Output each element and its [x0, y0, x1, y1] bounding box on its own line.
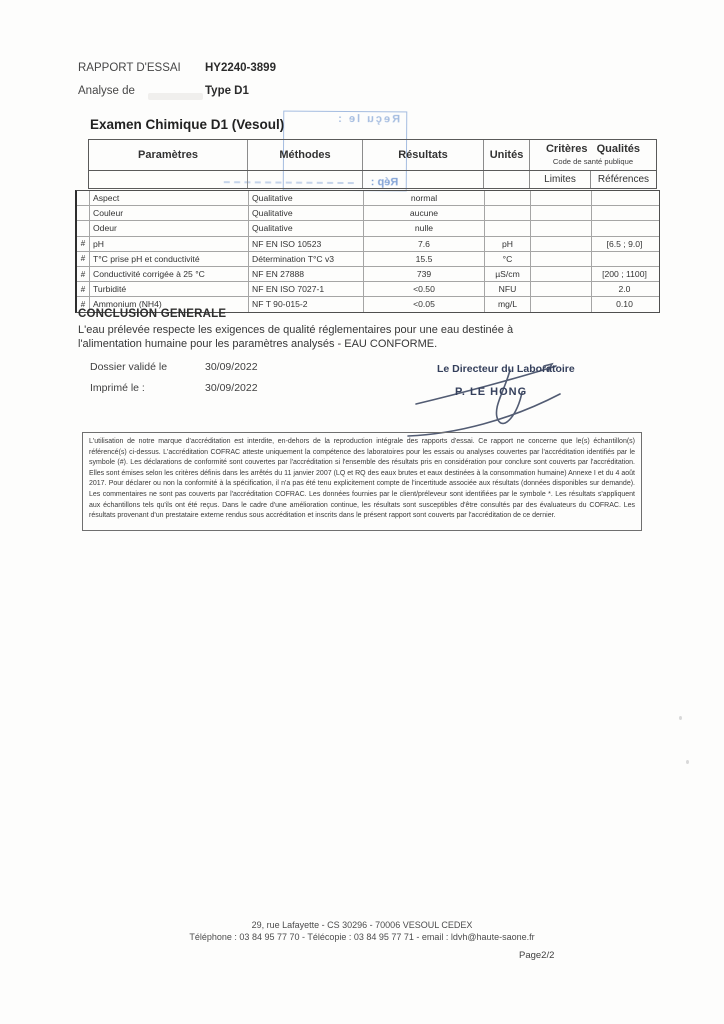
section-title: Examen Chimique D1 (Vesoul): [90, 117, 285, 132]
col-header-unites: Unités: [484, 140, 530, 170]
limit-value: [531, 267, 592, 281]
method-name: Qualitative: [249, 221, 364, 235]
reference-value: 2.0: [618, 284, 631, 295]
results-table-header: [88, 139, 657, 189]
accreditation-disclaimer: L'utilisation de notre marque d'accréditation est interdite, en-dehors de la reproduction intégrale des rapports d'essai. Ce rapport ne concerne que le(s) échantillon(s) référencé(s) ci-dessus. L'accréditation COFRAC atteste uniquement la compétence des laboratoires pour les essais ou analyses couvertes par l'accréditation identifiés par le symbole (#). Les déclarations de conformité sont couvertes par l'accréditation si l'ensemble des résultats pris en considération pour conclure sont couverts par l'accréditation. Elles sont émises selon les critères définis dans les arrêtés du 11 janvier 2007 (LQ et RQ des eaux brutes et eaux destinées à la consommation humaine) Annexe I et du 4 août 2017. Pour déclarer ou non la conformité à la spécification, il n'a pas été tenu explicitement compte de l'incertitude associée aux résultats (données disponibles sur demande). Les commentaires ne sont pas couverts par l'accréditation COFRAC. Les données fournies par le client/préleveur sont identifiées par le symbole *. Les résultats s'appliquent aux échantillons tels qu'ils ont été reçus. Dans le cadre d'une amélioration continue, les résultats sont susceptibles d'être consultés par des évaluateurs du COFRAC. Les résultats provenant d'un prestataire externe rendus sous accréditation et inscrits dans le présent rapport sont couverts par l'accréditation de ce dernier.: [82, 432, 642, 531]
parameter-name: Turbidité: [90, 282, 249, 296]
unit-value: µS/cm: [485, 267, 531, 281]
limit-value: [531, 297, 592, 311]
printed-label: Imprimé le :: [90, 382, 145, 394]
result-value: nulle: [364, 221, 485, 235]
subheader-empty-parametres: [89, 171, 248, 188]
reference-value: [200 ; 1100]: [602, 269, 647, 280]
result-value: 15.5: [364, 252, 485, 266]
method-name: NF EN 27888: [249, 267, 364, 281]
unit-value: pH: [485, 237, 531, 251]
table-row: [77, 220, 659, 235]
unit-value: [485, 206, 531, 220]
parameter-name: Conductivité corrigée à 25 °C: [90, 267, 249, 281]
unit-value: °C: [485, 252, 531, 266]
results-table-body: [75, 190, 660, 313]
method-name: Qualitative: [249, 191, 364, 205]
accreditation-flag: [77, 206, 90, 220]
accreditation-flag: #: [77, 237, 90, 251]
parameter-name: Ammonium (NH4): [90, 297, 249, 311]
reference-value: 0.10: [616, 299, 633, 310]
limit-value: [531, 282, 592, 296]
limit-value: [531, 221, 592, 235]
printed-date: 30/09/2022: [205, 382, 258, 394]
parameter-name: Couleur: [90, 206, 249, 220]
director-name: P. LE HONG: [455, 386, 528, 398]
accreditation-flag: #: [77, 252, 90, 266]
scan-speck: [679, 716, 682, 720]
scan-speck: [686, 760, 689, 764]
accreditation-flag: #: [77, 297, 90, 311]
col-header-parametres: Paramètres: [89, 140, 248, 170]
unit-value: mg/L: [485, 297, 531, 311]
parameter-name: Aspect: [90, 191, 249, 205]
signature: [398, 356, 610, 442]
unit-value: [485, 221, 531, 235]
result-value: 739: [364, 267, 485, 281]
result-value: aucune: [364, 206, 485, 220]
limit-value: [531, 237, 592, 251]
accreditation-flag: [77, 191, 90, 205]
reference-value: [592, 221, 657, 235]
subheader-empty-resultats: [363, 171, 484, 188]
col-header-references: Références: [597, 174, 650, 185]
limit-value: [531, 191, 592, 205]
footer-contact: Téléphone : 03 84 95 77 70 - Télécopie : 03 84 95 77 71 - email : ldvh@haute-saone.fr: [189, 932, 535, 942]
col-header-methodes: Méthodes: [248, 140, 363, 170]
result-value: <0.05: [364, 297, 485, 311]
director-label: Le Directeur du Laboratoire: [437, 363, 575, 375]
stamp-received-text: Reçu le :: [336, 112, 401, 126]
table-row: [77, 251, 659, 266]
result-value: 7.6: [364, 237, 485, 251]
method-name: Détermination T°C v3: [249, 252, 364, 266]
col-header-limites: Limites: [530, 171, 591, 188]
unit-value: [485, 191, 531, 205]
validated-label: Dossier validé le: [90, 361, 168, 373]
col-header-criteres: [530, 140, 656, 170]
table-row: [77, 205, 659, 220]
unit-value: NFU: [485, 282, 531, 296]
limit-value: [531, 252, 592, 266]
report-label: RAPPORT D'ESSAI: [78, 62, 181, 74]
col-header-resultats: Résultats: [363, 140, 484, 170]
result-value: normal: [364, 191, 485, 205]
analysis-type: Type D1: [205, 85, 249, 97]
method-name: Qualitative: [249, 206, 364, 220]
reference-value: [592, 252, 657, 266]
result-value: <0.50: [364, 282, 485, 296]
scan-smudge: [148, 93, 203, 100]
reference-value: [6.5 ; 9.0]: [606, 238, 643, 249]
limit-value: [531, 206, 592, 220]
reference-value: [592, 191, 657, 205]
conclusion-text: L'eau prélevée respecte les exigences de qualité réglementaires pour une eau destinée à l'alimentation humaine pour les paramètres analysés - EAU CONFORME.: [78, 324, 514, 350]
accreditation-flag: [77, 221, 90, 235]
subheader-empty-unites: [484, 171, 530, 188]
reference-value: [592, 206, 657, 220]
footer: [0, 920, 724, 942]
validated-date: 30/09/2022: [205, 361, 258, 373]
method-name: NF T 90-015-2: [249, 297, 364, 311]
table-row: [77, 281, 659, 296]
table-row: [77, 266, 659, 281]
footer-address: 29, rue Lafayette - CS 30296 - 70006 VESOUL CEDEX: [251, 920, 473, 930]
subheader-empty-methodes: [248, 171, 363, 188]
report-number: HY2240-3899: [205, 62, 276, 74]
method-name: NF EN ISO 7027-1: [249, 282, 364, 296]
parameter-name: Odeur: [90, 221, 249, 235]
col-header-criteres-title: Critères Qualités: [545, 142, 641, 155]
conclusion-title: CONCLUSION GENERALE: [78, 308, 227, 320]
accreditation-flag: #: [77, 267, 90, 281]
page-number: Page2/2: [519, 950, 555, 961]
accreditation-flag: #: [77, 282, 90, 296]
col-header-criteres-subtitle: Code de santé publique: [552, 156, 634, 166]
parameter-name: T°C prise pH et conductivité: [90, 252, 249, 266]
method-name: NF EN ISO 10523: [249, 237, 364, 251]
analysis-label: Analyse de: [78, 85, 135, 97]
stamp-reply-text: Rép :: [370, 176, 398, 189]
parameter-name: pH: [90, 237, 249, 251]
table-row: [77, 191, 659, 205]
table-row: [77, 236, 659, 251]
